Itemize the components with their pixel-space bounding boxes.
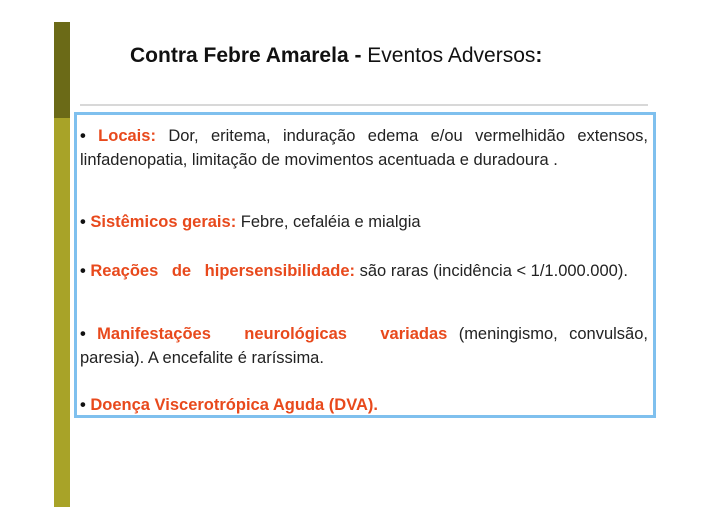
title-regular: Eventos Adversos <box>367 44 536 67</box>
title-colon: : <box>535 44 543 67</box>
bullet-text: Dor, eritema, induração edema e/ou vermelhidão extensos, linfadenopatia, limitação de movimentos acentuada e duradoura . <box>80 127 648 169</box>
bullet-label: Doença Viscerotrópica Aguda (DVA). <box>90 396 378 414</box>
title-divider <box>80 104 648 106</box>
bullet-label: Locais: <box>98 127 156 145</box>
decorative-bar-bottom <box>54 118 70 507</box>
title-bold: Contra Febre Amarela - <box>130 44 368 67</box>
bullet-hipersensibilidade <box>80 259 648 283</box>
bullet-label: Manifestações neurológicas variadas <box>97 325 448 343</box>
bullet-locais <box>80 124 648 172</box>
slide-title <box>130 44 542 68</box>
bullet-text: (meningismo, convulsão, paresia). A encefalite é raríssima. <box>80 325 648 367</box>
bullet-dva <box>80 393 648 417</box>
bullet-label: Sistêmicos gerais: <box>90 213 237 231</box>
bullet-marker: • <box>80 127 86 145</box>
bullet-text: Febre, cefaléia e mialgia <box>236 213 421 231</box>
bullet-sistemicos <box>80 210 648 234</box>
bullet-text: são raras (incidência < 1/1.000.000). <box>355 262 628 280</box>
bullet-neurologicas <box>80 322 648 370</box>
bullet-marker: • <box>80 262 86 280</box>
decorative-bar-top <box>54 22 70 118</box>
bullet-marker: • <box>80 396 86 414</box>
bullet-label: Reações de hipersensibilidade: <box>90 262 356 280</box>
bullet-marker: • <box>80 213 86 231</box>
bullet-marker: • <box>80 325 86 343</box>
